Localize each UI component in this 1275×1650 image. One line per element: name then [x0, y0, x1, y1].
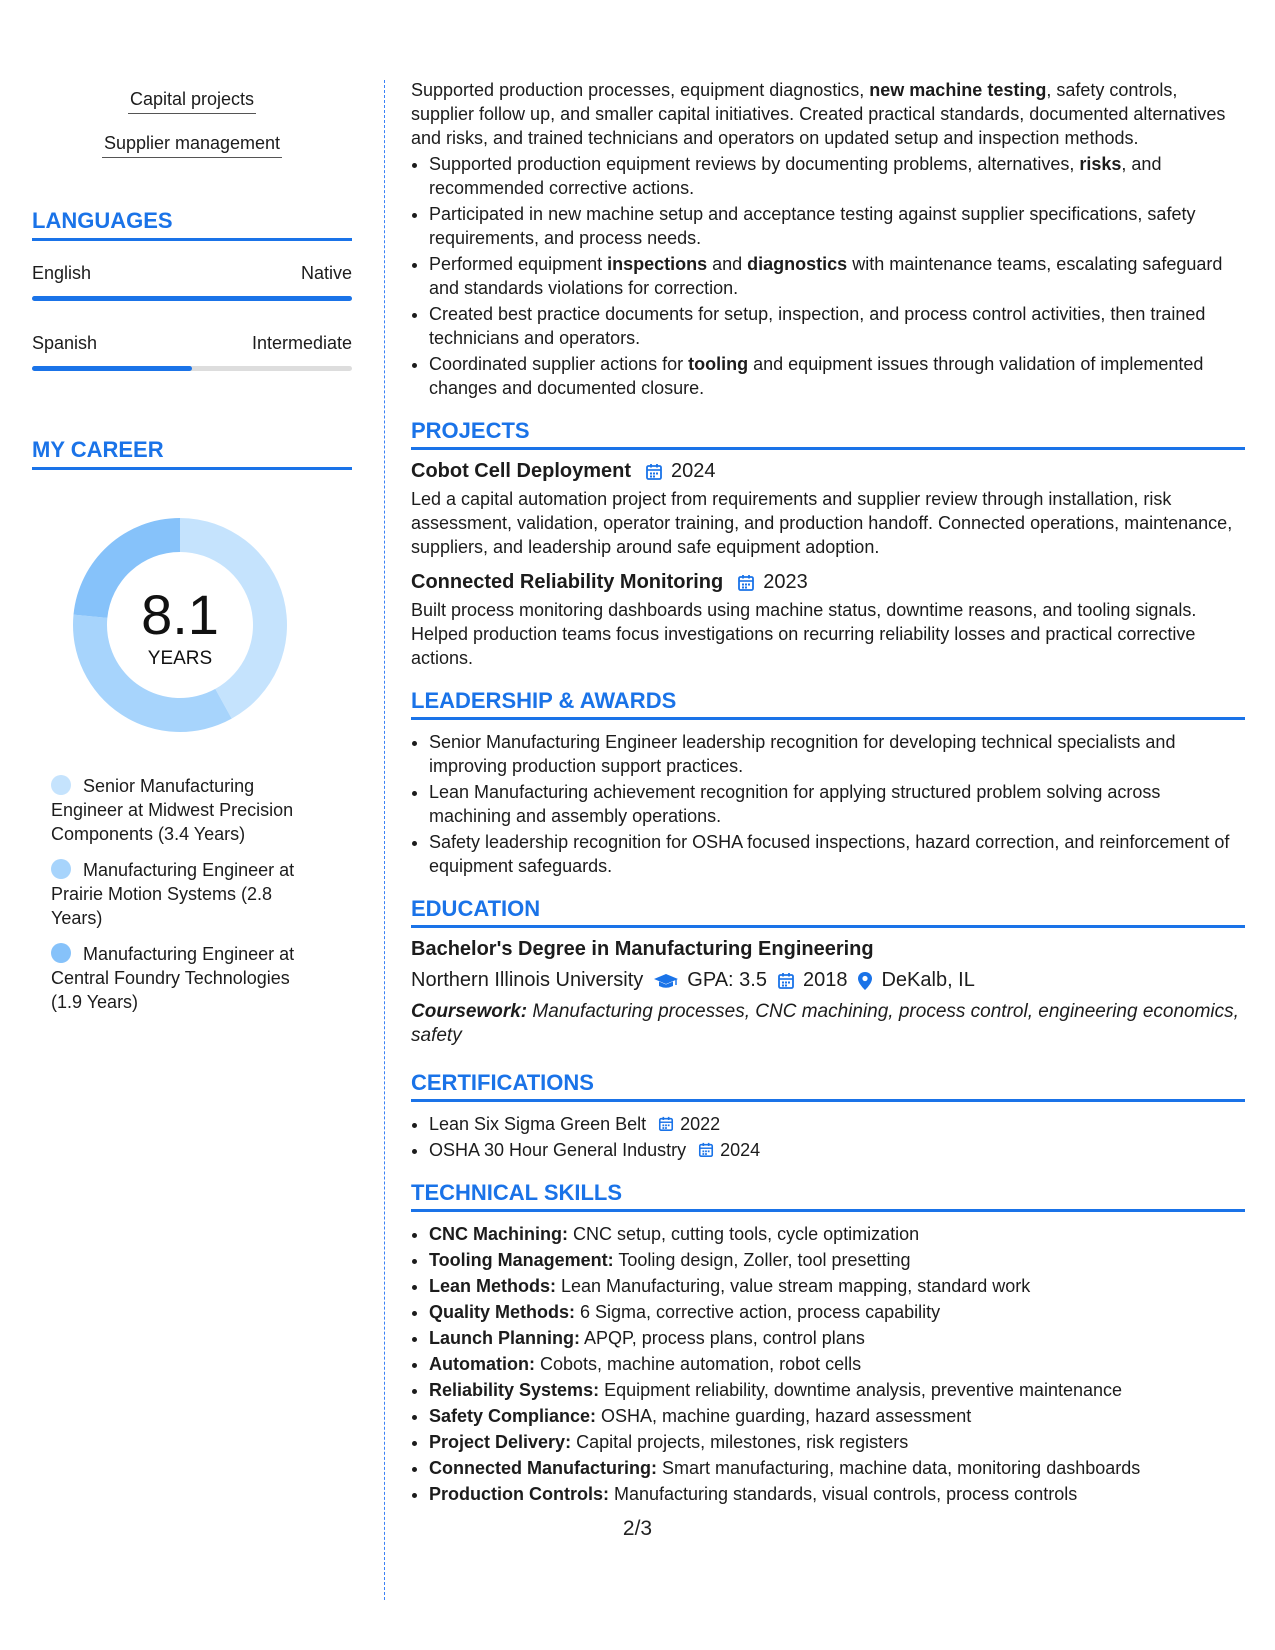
experience-bullet: [429, 202, 1245, 250]
skill-label: Launch Planning:: [429, 1328, 580, 1348]
skill-value: Lean Manufacturing, value stream mapping, standard work: [556, 1276, 1031, 1296]
bold-phrase: risks: [1079, 154, 1122, 174]
text-run: Participated in new machine setup and acceptance testing against supplier specifications, safety requirements, and process needs.: [429, 204, 1196, 248]
skill-label: Safety Compliance:: [429, 1406, 597, 1426]
education-year: 2018: [802, 969, 848, 991]
experience-bullet: [429, 252, 1245, 300]
career-legend-item: [51, 858, 321, 930]
education-gpa: GPA: 3.5: [687, 969, 767, 991]
skill-value: Equipment reliability, downtime analysis, preventive maintenance: [599, 1380, 1123, 1400]
calendar-icon: [737, 574, 755, 592]
experience-bullet: [429, 152, 1245, 200]
text-run: , and recommended corrective actions.: [429, 154, 1162, 198]
skill-item: [429, 1274, 1245, 1298]
calendar-icon: [645, 463, 663, 481]
skill-item: [429, 1222, 1245, 1246]
skill-label: Production Controls:: [429, 1484, 609, 1504]
skills-list: [411, 1222, 1245, 1506]
calendar-icon: [698, 1142, 714, 1158]
skills-heading: TECHNICAL SKILLS: [411, 1180, 1245, 1212]
language-bar-fill: [32, 366, 192, 371]
skill-value: 6 Sigma, corrective action, process capability: [575, 1302, 941, 1322]
skill-value: Smart manufacturing, machine data, monitoring dashboards: [657, 1458, 1141, 1478]
skill-item: [429, 1378, 1245, 1402]
language-bar-fill: [32, 296, 352, 301]
certification-item: [429, 1112, 1245, 1136]
career-years-label: YEARS: [147, 648, 213, 669]
skill-label: Quality Methods:: [429, 1302, 576, 1322]
project-year: 2024: [671, 460, 716, 482]
skill-value: CNC setup, cutting tools, cycle optimization: [568, 1224, 920, 1244]
skill-item: [429, 1456, 1245, 1480]
certifications-heading: CERTIFICATIONS: [411, 1070, 1245, 1102]
awards-list: [411, 730, 1245, 878]
education-location: DeKalb, IL: [881, 969, 975, 991]
skill-item: [429, 1482, 1245, 1506]
text-run: and: [707, 254, 748, 274]
project-title: Connected Reliability Monitoring: [411, 571, 724, 593]
awards-heading: LEADERSHIP & AWARDS: [411, 688, 1245, 720]
project-year: 2023: [763, 571, 808, 593]
education-coursework: [411, 1000, 1245, 1048]
experience-bullets: [411, 152, 1245, 400]
legend-text: Manufacturing Engineer at Central Foundry Technologies (1.9 Years): [51, 944, 295, 1012]
text-run: Created best practice documents for setup, inspection, and process control activities, then trained technicians and operators.: [429, 304, 1206, 348]
experience-summary: [411, 78, 1245, 150]
languages-heading: LANGUAGES: [32, 208, 352, 241]
career-legend: [51, 774, 321, 1014]
skill-label: Lean Methods:: [429, 1276, 557, 1296]
education-heading: EDUCATION: [411, 896, 1245, 928]
legend-dot: [51, 943, 71, 963]
text-run: Performed equipment: [429, 254, 608, 274]
certification-year: 2022: [680, 1114, 721, 1134]
career-total-years: 8.1: [141, 583, 219, 646]
coursework-label: Coursework:: [411, 1001, 528, 1022]
career-donut-chart: [65, 510, 295, 740]
language-spanish: [32, 333, 352, 371]
skill-item: [429, 1326, 1245, 1350]
text-run: , safety controls, supplier follow up, and smaller capital initiatives. Created practical standards, documented alternatives and risks, and trained technicians and operators on updated setup and inspection methods.: [411, 80, 1226, 148]
skill-value: Cobots, machine automation, robot cells: [534, 1354, 862, 1374]
main-content: [411, 78, 1245, 1508]
skill-item: [429, 1300, 1245, 1324]
skill-value: Capital projects, milestones, risk registers: [571, 1432, 909, 1452]
column-divider: [384, 80, 385, 1600]
skill-item: [429, 1430, 1245, 1454]
text-run: Supported production equipment reviews by documenting problems, alternatives,: [429, 154, 1080, 174]
graduation-cap-icon: [653, 972, 679, 990]
skill-label: Reliability Systems:: [429, 1380, 600, 1400]
location-pin-icon: [857, 971, 873, 991]
education-degree: Bachelor's Degree in Manufacturing Engineering: [411, 938, 874, 960]
text-run: with maintenance teams, escalating safeguard and standards violations for correction.: [429, 254, 1223, 298]
skill-value: Manufacturing standards, visual controls, process controls: [608, 1484, 1078, 1504]
language-name: English: [32, 263, 92, 283]
tag-list: [32, 80, 352, 168]
skill-item: [429, 1352, 1245, 1376]
projects-heading: PROJECTS: [411, 418, 1245, 450]
sidebar: [32, 80, 352, 1026]
award-item: • Lean Manufacturing achievement recognition for applying structured problem solving across machining and assembly operations.: [429, 780, 1245, 828]
skill-label: Tooling Management:: [429, 1250, 614, 1270]
certification-item: [429, 1138, 1245, 1162]
text-run: and equipment issues through validation of implemented changes and documented closure.: [429, 354, 1204, 398]
legend-dot: [51, 775, 71, 795]
award-item: • Senior Manufacturing Engineer leadership recognition for developing technical specialists and improving production support practices.: [429, 730, 1245, 778]
bold-phrase: tooling: [688, 354, 749, 374]
project-item: [411, 571, 1245, 670]
language-name: Spanish: [32, 333, 98, 353]
coursework-text: Manufacturing processes, CNC machining, process control, engineering economics, safety: [411, 1001, 1239, 1046]
language-level: Native: [300, 263, 352, 283]
project-description: Built process monitoring dashboards using machine status, downtime reasons, and tooling signals. Helped production teams focus investigations on recurring reliability losses and practical corrective actions.: [411, 600, 1197, 668]
experience-bullet: [429, 302, 1245, 350]
language-bar: [32, 296, 352, 301]
language-bar: [32, 366, 352, 371]
project-item: [411, 460, 1245, 559]
experience-bullet: [429, 352, 1245, 400]
legend-text: Senior Manufacturing Engineer at Midwest Precision Components (3.4 Years): [51, 776, 294, 844]
skill-value: Tooling design, Zoller, tool presetting: [613, 1250, 911, 1270]
bold-phrase: new machine testing: [869, 80, 1047, 100]
education-school: Northern Illinois University: [411, 969, 644, 991]
bold-phrase: inspections: [607, 254, 708, 274]
career-legend-item: [51, 942, 321, 1014]
text-run: Coordinated supplier actions for: [429, 354, 689, 374]
legend-text: Manufacturing Engineer at Prairie Motion Systems (2.8 Years): [51, 860, 295, 928]
skill-item: [429, 1404, 1245, 1428]
certification-year: 2024: [720, 1140, 761, 1160]
certification-name: • OSHA 30 Hour General Industry: [429, 1140, 687, 1160]
text-run: Supported production processes, equipment diagnostics,: [411, 80, 870, 100]
skill-value: APQP, process plans, control plans: [580, 1328, 865, 1348]
language-level: Intermediate: [251, 333, 352, 353]
legend-dot: [51, 859, 71, 879]
career-legend-item: [51, 774, 321, 846]
skill-label: Connected Manufacturing:: [429, 1458, 657, 1478]
tag-capital-projects: Capital projects: [128, 89, 256, 114]
skill-label: CNC Machining:: [429, 1224, 568, 1244]
skill-item: [429, 1248, 1245, 1272]
award-item: • Safety leadership recognition for OSHA focused inspections, hazard correction, and reinforcement of equipment safeguards.: [429, 830, 1245, 878]
certifications-list: [411, 1112, 1245, 1162]
education-meta: [411, 969, 1245, 992]
project-description: Led a capital automation project from requirements and supplier review through installation, risk assessment, validation, operator training, and production handoff. Connected operations, maintenance, suppliers, and leadership around safe equipment adoption.: [411, 489, 1233, 557]
skill-value: OSHA, machine guarding, hazard assessment: [596, 1406, 972, 1426]
bold-phrase: diagnostics: [747, 254, 848, 274]
project-title: Cobot Cell Deployment: [411, 460, 632, 482]
calendar-icon: [777, 972, 795, 990]
skill-label: Project Delivery:: [429, 1432, 572, 1452]
tag-supplier-management: Supplier management: [102, 133, 282, 158]
page-number: 2/3: [622, 1517, 653, 1540]
certification-name: • Lean Six Sigma Green Belt: [429, 1114, 647, 1134]
calendar-icon: [658, 1116, 674, 1132]
skill-label: Automation:: [429, 1354, 535, 1374]
language-english: [32, 263, 352, 301]
career-heading: MY CAREER: [32, 437, 352, 470]
